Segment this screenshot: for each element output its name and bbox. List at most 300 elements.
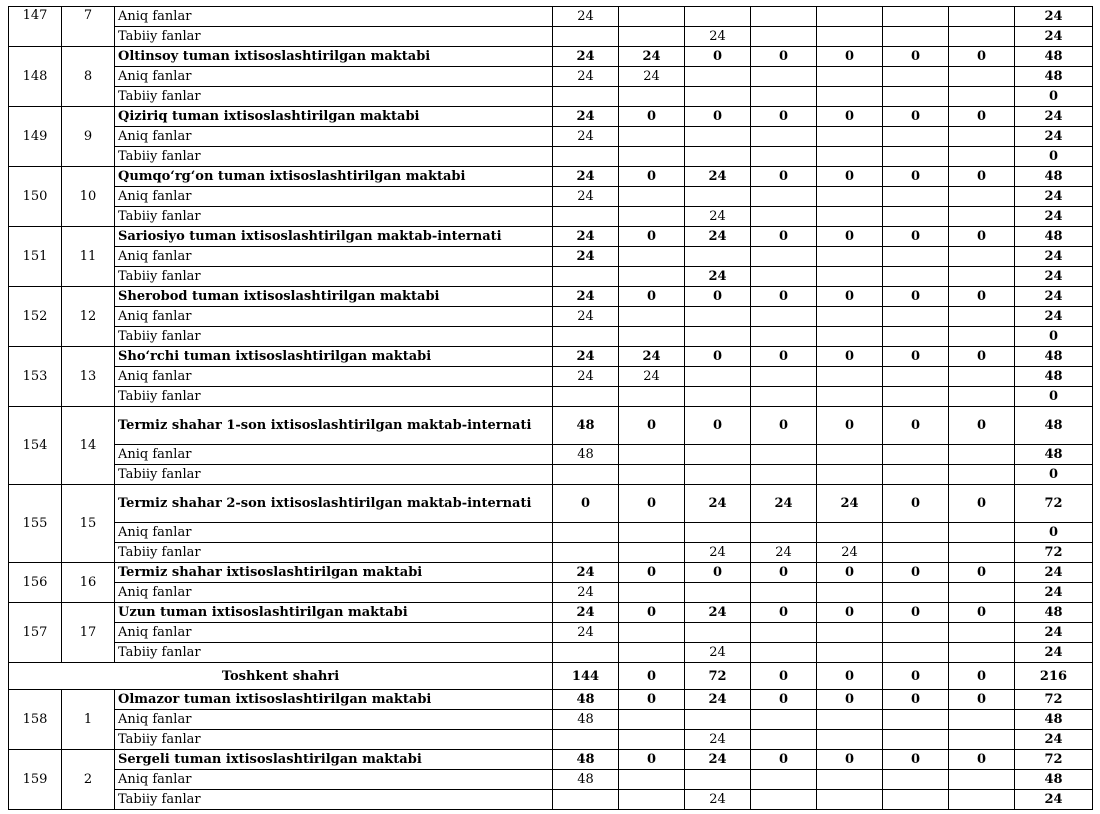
value-cell: 24 [553,347,619,367]
value-cell: 0 [817,690,883,710]
total-cell: 72 [1015,485,1093,523]
value-cell [685,67,751,87]
value-cell [553,327,619,347]
value-cell [619,127,685,147]
value-cell [751,583,817,603]
value-cell: 0 [751,603,817,623]
row-index: 147 [9,7,62,47]
total-cell: 24 [1015,187,1093,207]
school-row [9,227,1093,247]
school-name: Uzun tuman ixtisoslashtirilgan maktabi [115,603,553,623]
value-cell: 0 [949,750,1015,770]
row-index: 154 [9,407,62,485]
row-index: 158 [9,690,62,750]
value-cell [619,543,685,563]
value-cell: 24 [553,367,619,387]
value-cell [619,387,685,407]
value-cell [949,7,1015,27]
value-cell [619,770,685,790]
value-cell: 48 [553,690,619,710]
total-cell: 24 [1015,107,1093,127]
school-row [9,47,1093,67]
value-cell [883,730,949,750]
value-cell: 48 [553,445,619,465]
school-name: Sho‘rchi tuman ixtisoslashtirilgan maktabi [115,347,553,367]
value-cell [949,67,1015,87]
value-cell [883,187,949,207]
subject-row [9,543,1093,563]
value-cell [685,710,751,730]
total-cell: 72 [1015,543,1093,563]
value-cell: 0 [619,603,685,623]
value-cell: 0 [619,750,685,770]
value-cell [553,543,619,563]
row-index: 159 [9,750,62,810]
value-cell: 0 [883,407,949,445]
subject-label: Tabiiy fanlar [115,267,553,287]
value-cell: 0 [751,690,817,710]
subject-label: Tabiiy fanlar [115,87,553,107]
value-cell [949,445,1015,465]
value-cell [949,307,1015,327]
value-cell [685,87,751,107]
value-cell: 24 [685,790,751,810]
subject-label: Aniq fanlar [115,367,553,387]
value-cell: 24 [685,167,751,187]
value-cell: 0 [817,563,883,583]
value-cell: 24 [553,67,619,87]
value-cell: 24 [553,623,619,643]
school-row [9,167,1093,187]
subject-row [9,790,1093,810]
value-cell: 0 [751,750,817,770]
value-cell: 24 [685,207,751,227]
value-cell [751,710,817,730]
value-cell [817,770,883,790]
subject-row [9,623,1093,643]
value-cell: 0 [619,663,685,690]
value-cell [553,523,619,543]
subject-label: Tabiiy fanlar [115,643,553,663]
value-cell [553,27,619,47]
value-cell: 0 [817,107,883,127]
value-cell: 0 [949,47,1015,67]
value-cell: 24 [817,543,883,563]
value-cell: 0 [751,563,817,583]
value-cell: 0 [685,287,751,307]
row-index: 149 [9,107,62,167]
value-cell [751,27,817,47]
total-cell: 0 [1015,523,1093,543]
subject-label: Tabiiy fanlar [115,543,553,563]
total-cell: 48 [1015,445,1093,465]
value-cell: 144 [553,663,619,690]
value-cell [949,710,1015,730]
total-cell: 24 [1015,730,1093,750]
value-cell [949,583,1015,603]
value-cell [883,267,949,287]
row-subindex: 11 [62,227,115,287]
total-cell: 24 [1015,247,1093,267]
value-cell: 24 [553,603,619,623]
value-cell: 24 [553,563,619,583]
value-cell: 0 [883,227,949,247]
subject-label: Aniq fanlar [115,127,553,147]
value-cell [751,730,817,750]
value-cell [619,247,685,267]
value-cell [751,67,817,87]
value-cell [685,465,751,485]
value-cell: 0 [619,407,685,445]
value-cell: 24 [685,690,751,710]
subject-row [9,730,1093,750]
value-cell: 0 [817,287,883,307]
table-body [9,7,1093,810]
value-cell: 24 [817,485,883,523]
subject-label: Tabiiy fanlar [115,147,553,167]
value-cell: 24 [619,47,685,67]
row-subindex: 15 [62,485,115,563]
value-cell: 0 [619,227,685,247]
value-cell [685,770,751,790]
value-cell [553,465,619,485]
value-cell [685,247,751,267]
subject-row [9,247,1093,267]
value-cell [619,307,685,327]
value-cell: 0 [619,107,685,127]
value-cell [817,127,883,147]
total-cell: 48 [1015,347,1093,367]
value-cell [817,623,883,643]
subject-row [9,127,1093,147]
value-cell [685,187,751,207]
school-name: Oltinsoy tuman ixtisoslashtirilgan maktabi [115,47,553,67]
subject-label: Aniq fanlar [115,307,553,327]
total-cell: 24 [1015,563,1093,583]
row-subindex: 17 [62,603,115,663]
subject-row [9,367,1093,387]
total-cell: 48 [1015,710,1093,730]
value-cell [949,27,1015,47]
region-row [9,663,1093,690]
value-cell [949,327,1015,347]
value-cell: 0 [751,407,817,445]
value-cell [883,387,949,407]
value-cell: 0 [685,107,751,127]
total-cell: 48 [1015,227,1093,247]
subject-label: Aniq fanlar [115,187,553,207]
value-cell [949,770,1015,790]
subject-label: Tabiiy fanlar [115,387,553,407]
value-cell: 0 [817,167,883,187]
value-cell: 72 [685,663,751,690]
value-cell [619,327,685,347]
value-cell: 0 [949,603,1015,623]
value-cell: 24 [553,287,619,307]
subject-row [9,445,1093,465]
total-cell: 24 [1015,643,1093,663]
value-cell [883,770,949,790]
school-name: Qumqo‘rg‘on tuman ixtisoslashtirilgan maktabi [115,167,553,187]
value-cell: 24 [553,107,619,127]
value-cell [619,87,685,107]
value-cell [619,583,685,603]
value-cell [817,387,883,407]
value-cell [751,523,817,543]
value-cell [619,207,685,227]
value-cell: 0 [751,227,817,247]
value-cell [817,730,883,750]
value-cell [619,730,685,750]
subject-row [9,187,1093,207]
subject-row [9,267,1093,287]
school-row [9,750,1093,770]
value-cell [817,187,883,207]
value-cell [751,307,817,327]
value-cell [817,367,883,387]
value-cell [817,267,883,287]
value-cell: 48 [553,750,619,770]
value-cell [817,790,883,810]
value-cell [949,623,1015,643]
total-cell: 48 [1015,770,1093,790]
value-cell [751,87,817,107]
value-cell [883,623,949,643]
value-cell: 24 [751,485,817,523]
table-row [9,27,1093,47]
value-cell [883,147,949,167]
value-cell: 0 [817,347,883,367]
value-cell: 0 [883,47,949,67]
value-cell: 24 [685,730,751,750]
value-cell: 48 [553,407,619,445]
total-cell: 24 [1015,267,1093,287]
value-cell: 0 [685,347,751,367]
value-cell [619,7,685,27]
value-cell: 24 [553,127,619,147]
row-subindex: 8 [62,47,115,107]
value-cell: 0 [817,47,883,67]
value-cell [685,367,751,387]
school-row [9,485,1093,523]
value-cell [685,387,751,407]
subject-row [9,465,1093,485]
value-cell [817,7,883,27]
value-cell [751,187,817,207]
value-cell [619,267,685,287]
value-cell: 0 [685,47,751,67]
value-cell: 0 [883,167,949,187]
school-row [9,407,1093,445]
value-cell: 24 [553,167,619,187]
value-cell [949,730,1015,750]
value-cell [883,27,949,47]
value-cell [817,327,883,347]
value-cell [619,187,685,207]
value-cell [949,267,1015,287]
row-subindex: 9 [62,107,115,167]
value-cell: 24 [553,7,619,27]
value-cell [685,523,751,543]
value-cell [817,643,883,663]
total-cell: 48 [1015,603,1093,623]
value-cell [949,643,1015,663]
value-cell: 0 [883,603,949,623]
value-cell [949,87,1015,107]
total-cell: 72 [1015,690,1093,710]
value-cell [817,523,883,543]
value-cell: 24 [553,227,619,247]
value-cell [685,327,751,347]
value-cell [817,147,883,167]
value-cell [751,247,817,267]
subject-label: Aniq fanlar [115,247,553,267]
subject-row [9,147,1093,167]
school-name: Sariosiyo tuman ixtisoslashtirilgan maktab-internati [115,227,553,247]
value-cell [883,87,949,107]
total-cell: 24 [1015,583,1093,603]
subject-label: Tabiiy fanlar [115,790,553,810]
value-cell: 24 [619,67,685,87]
value-cell: 0 [685,563,751,583]
row-index: 152 [9,287,62,347]
row-index: 156 [9,563,62,603]
total-cell: 24 [1015,7,1093,27]
total-cell: 0 [1015,147,1093,167]
subject-row [9,67,1093,87]
value-cell [751,387,817,407]
value-cell: 0 [619,167,685,187]
value-cell [883,67,949,87]
school-name: Termiz shahar ixtisoslashtirilgan maktabi [115,563,553,583]
value-cell [553,387,619,407]
value-cell: 24 [685,227,751,247]
school-row [9,603,1093,623]
value-cell: 0 [817,227,883,247]
subject-label: Tabiiy fanlar [115,207,553,227]
subject-row [9,327,1093,347]
value-cell: 24 [553,583,619,603]
total-cell: 24 [1015,623,1093,643]
value-cell [883,207,949,227]
value-cell [553,643,619,663]
value-cell [883,327,949,347]
subject-label: Aniq fanlar [115,523,553,543]
value-cell [949,543,1015,563]
value-cell [949,247,1015,267]
school-row [9,690,1093,710]
table-row [9,7,1093,27]
subject-row [9,387,1093,407]
value-cell: 0 [619,563,685,583]
value-cell: 0 [949,287,1015,307]
subject-label: Tabiiy fanlar [115,27,553,47]
value-cell: 0 [751,347,817,367]
value-cell: 0 [817,407,883,445]
value-cell [619,643,685,663]
value-cell: 0 [883,690,949,710]
total-cell: 48 [1015,67,1093,87]
value-cell: 48 [553,770,619,790]
value-cell: 0 [751,287,817,307]
value-cell [883,465,949,485]
value-cell [685,583,751,603]
total-cell: 24 [1015,307,1093,327]
value-cell [619,465,685,485]
value-cell [619,147,685,167]
value-cell: 24 [685,603,751,623]
value-cell [949,387,1015,407]
value-cell: 0 [751,47,817,67]
subject-row [9,307,1093,327]
value-cell: 0 [751,663,817,690]
value-cell [685,307,751,327]
total-cell: 24 [1015,27,1093,47]
value-cell [553,147,619,167]
value-cell [751,127,817,147]
value-cell: 0 [883,107,949,127]
school-row [9,347,1093,367]
value-cell [883,445,949,465]
value-cell [883,127,949,147]
row-subindex: 14 [62,407,115,485]
value-cell [619,445,685,465]
value-cell [883,543,949,563]
value-cell: 0 [949,407,1015,445]
value-cell [751,267,817,287]
value-cell [883,307,949,327]
row-subindex: 13 [62,347,115,407]
value-cell: 0 [817,750,883,770]
value-cell [949,790,1015,810]
school-name: Qiziriq tuman ixtisoslashtirilgan maktabi [115,107,553,127]
value-cell: 0 [751,167,817,187]
school-name: Termiz shahar 2-son ixtisoslashtirilgan maktab-internati [115,485,553,523]
value-cell: 0 [619,287,685,307]
subject-row [9,87,1093,107]
school-row [9,107,1093,127]
value-cell [817,87,883,107]
value-cell: 24 [553,307,619,327]
total-cell: 48 [1015,167,1093,187]
value-cell: 24 [553,247,619,267]
row-subindex: 12 [62,287,115,347]
value-cell [949,147,1015,167]
total-cell: 24 [1015,790,1093,810]
school-name: Sergeli tuman ixtisoslashtirilgan maktabi [115,750,553,770]
value-cell [817,27,883,47]
total-cell: 0 [1015,327,1093,347]
total-cell: 24 [1015,127,1093,147]
value-cell [751,790,817,810]
value-cell [751,7,817,27]
school-row [9,563,1093,583]
value-cell [619,710,685,730]
total-cell: 24 [1015,287,1093,307]
value-cell [949,127,1015,147]
value-cell: 0 [883,485,949,523]
region-label: Toshkent shahri [9,663,553,690]
value-cell: 0 [949,485,1015,523]
value-cell: 0 [949,663,1015,690]
value-cell [685,127,751,147]
value-cell [553,730,619,750]
subject-label: Aniq fanlar [115,770,553,790]
value-cell [751,147,817,167]
value-cell: 0 [949,563,1015,583]
value-cell: 0 [949,347,1015,367]
row-subindex: 7 [62,7,115,47]
